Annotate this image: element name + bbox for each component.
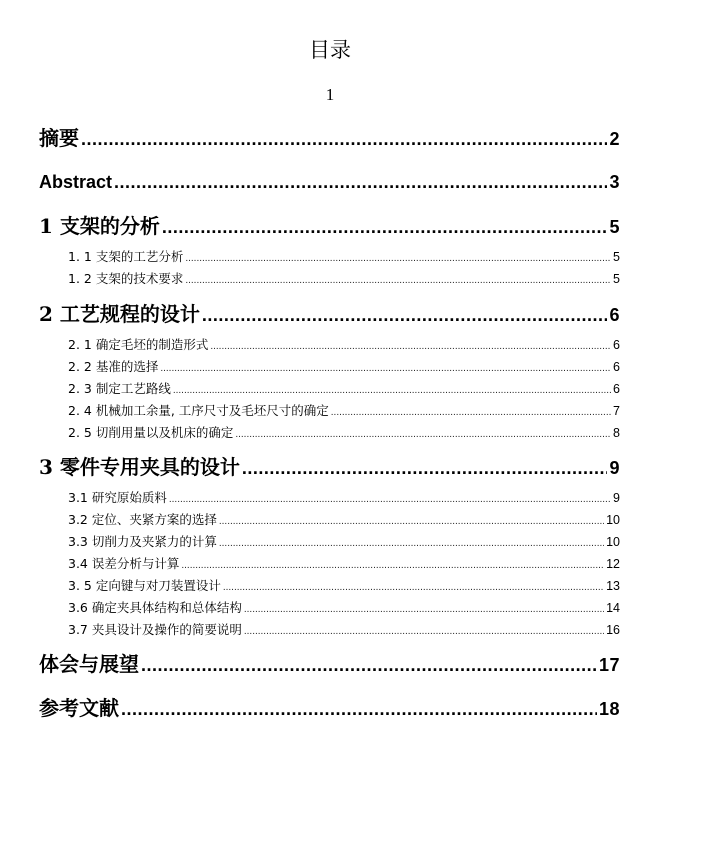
toc-entry-page: 2: [609, 129, 620, 149]
toc-entry-3-5[interactable]: [68, 577, 620, 597]
toc-entry-page: 14: [606, 601, 620, 615]
toc-entry-chapter-1[interactable]: [39, 213, 620, 240]
toc-leader-dots: [219, 513, 604, 531]
toc-leader-dots: [185, 272, 611, 290]
toc-title: 目录: [309, 38, 351, 62]
toc-leader-dots: [185, 250, 611, 268]
toc-entry-label: 3 零件专用夹具的设计: [39, 455, 240, 479]
page-number: 1: [325, 85, 335, 104]
toc-entry-2-4[interactable]: [68, 402, 620, 422]
toc-leader-dots: [162, 214, 608, 240]
toc-leader-dots: [242, 455, 608, 481]
toc-entry-abstract-en[interactable]: [39, 169, 620, 195]
toc-entry-page: 9: [613, 491, 620, 505]
toc-entry-1-2[interactable]: [68, 270, 620, 290]
toc-entry-page: 5: [613, 250, 620, 264]
toc-entry-3-6[interactable]: [68, 599, 620, 619]
toc-entry-3-4[interactable]: [68, 555, 620, 575]
toc-entry-label: 参考文献: [39, 696, 119, 720]
toc-leader-dots: [114, 169, 607, 195]
toc-entry-label: 3.2 定位、夹紧方案的选择: [68, 512, 217, 527]
toc-entry-page: 5: [613, 272, 620, 286]
toc-leader-dots: [235, 426, 611, 444]
toc-entry-label: 2. 1 确定毛坯的制造形式: [68, 337, 209, 352]
toc-leader-dots: [173, 382, 611, 400]
toc-entry-page: 7: [613, 404, 620, 418]
toc-entry-page: 3: [609, 172, 620, 192]
toc-leader-dots: [81, 126, 607, 152]
toc-entry-page: 6: [613, 360, 620, 374]
toc-entry-page: 17: [598, 655, 620, 675]
toc-entry-3-3[interactable]: [68, 533, 620, 553]
toc-entry-label: 体会与展望: [39, 652, 139, 676]
toc-entry-label: 2. 2 基准的选择: [68, 359, 159, 374]
toc-entry-page: 12: [606, 557, 620, 571]
toc-entry-label: 3.1 研究原始质料: [68, 490, 167, 505]
toc-entry-references[interactable]: [39, 695, 620, 722]
toc-leader-dots: [141, 652, 597, 678]
toc-entry-label: 1. 2 支架的技术要求: [68, 271, 184, 286]
toc-entry-page: 13: [606, 579, 620, 593]
toc-entry-page: 6: [613, 382, 620, 396]
toc-entry-page: 5: [609, 217, 620, 237]
toc-entry-3-2[interactable]: [68, 511, 620, 531]
toc-entry-page: 8: [613, 426, 620, 440]
toc-entry-label: 3.4 误差分析与计算: [68, 556, 180, 571]
toc-leader-dots: [223, 579, 604, 597]
toc-leader-dots: [219, 535, 604, 553]
toc-entry-label: 1. 1 支架的工艺分析: [68, 249, 184, 264]
toc-entry-3-1[interactable]: [68, 489, 620, 509]
toc-entry-page: 6: [613, 338, 620, 352]
toc-entry-2-5[interactable]: [68, 424, 620, 444]
toc-leader-dots: [169, 491, 611, 509]
toc-entry-label: 2. 3 制定工艺路线: [68, 381, 171, 396]
toc-leader-dots: [244, 623, 604, 641]
toc-entry-label: 2. 4 机械加工余量, 工序尺寸及毛坯尺寸的确定: [68, 403, 329, 418]
toc-entry-2-3[interactable]: [68, 380, 620, 400]
toc-entry-label: 2 工艺规程的设计: [39, 302, 200, 326]
toc-entry-label: 2. 5 切削用量以及机床的确定: [68, 425, 234, 440]
toc-entry-label: 1 支架的分析: [39, 214, 160, 238]
toc-entry-2-2[interactable]: [68, 358, 620, 378]
toc-entry-3-7[interactable]: [68, 621, 620, 641]
toc-leader-dots: [121, 696, 597, 722]
toc-leader-dots: [244, 601, 604, 619]
toc-entry-page: 10: [606, 535, 620, 549]
toc-leader-dots: [160, 360, 611, 378]
toc-entry-1-1[interactable]: [68, 248, 620, 268]
toc-entry-chapter-2[interactable]: [39, 301, 620, 328]
toc-entry-label: 3. 5 定向键与对刀装置设计: [68, 578, 221, 593]
toc-leader-dots: [331, 404, 611, 422]
toc-leader-dots: [210, 338, 611, 356]
toc-entry-page: 10: [606, 513, 620, 527]
toc-entry-page: 6: [609, 305, 620, 325]
toc-entry-label: 摘要: [39, 126, 79, 150]
toc-entry-label: 3.7 夹具设计及操作的简要说明: [68, 622, 242, 637]
toc-entry-page: 9: [609, 458, 620, 478]
toc-entry-label: 3.3 切削力及夹紧力的计算: [68, 534, 217, 549]
toc-entry-label: 3.6 确定夹具体结构和总体结构: [68, 600, 242, 615]
toc-leader-dots: [181, 557, 604, 575]
toc-leader-dots: [202, 302, 608, 328]
toc-entry-page: 16: [606, 623, 620, 637]
toc-entry-abstract-cn[interactable]: [39, 125, 620, 152]
toc-entry-2-1[interactable]: [68, 336, 620, 356]
toc-entry-label: Abstract: [39, 172, 113, 192]
toc-entry-reflection[interactable]: [39, 651, 620, 678]
toc-entry-page: 18: [598, 699, 620, 719]
toc-entry-chapter-3[interactable]: [39, 454, 620, 481]
